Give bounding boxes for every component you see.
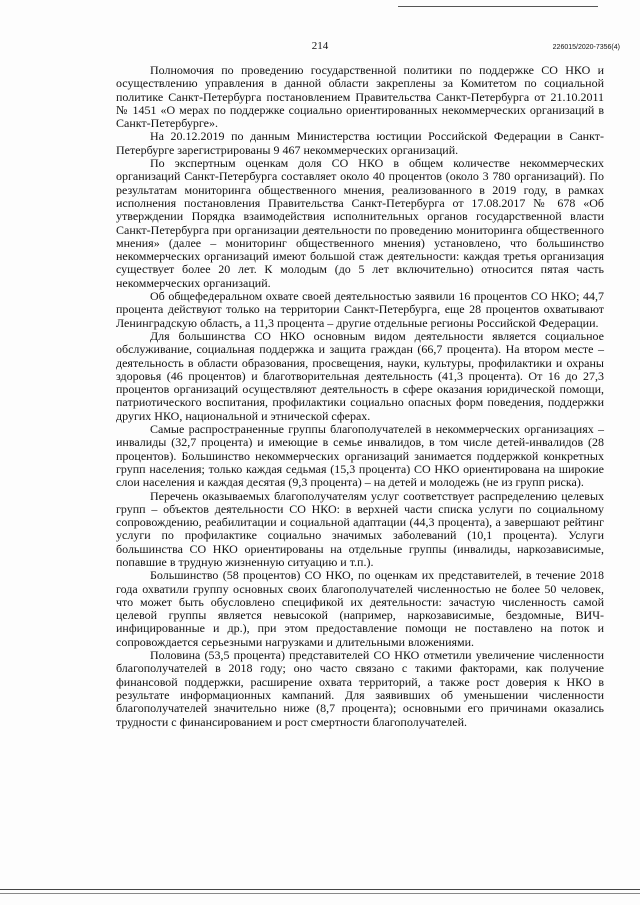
body-text xyxy=(116,64,604,729)
paragraph: Большинство (58 процентов) СО НКО, по оценкам их представителей, в течение 2018 года охватили группу основных своих благополучателей численностью не более 50 человек, что может быть обусловлено спецификой их деятельности: зачастую численность самой целевой группы является невысокой (например, наркозависимые, бездомные, ВИЧ-инфицированные и др.), при этом предоставление помощи не поставлено на поток и сопровождается серьезными нагрузками и длительными вложениями. xyxy=(116,568,604,649)
top-rule xyxy=(398,6,598,7)
document-code: 226015/2020-7356(4) xyxy=(552,44,620,51)
bottom-rule xyxy=(0,893,640,894)
paragraph: Перечень оказываемых благополучателям услуг соответствует распределению целевых групп – объектов деятельности СО НКО: в верхней части списка услуги по социальному сопровождению, реабилитации и социальной адаптации (44,3 процента), а завершают рейтинг услуги по профилактике социально значимых заболеваний (10,1 процента). Услуги большинства СО НКО ориентированы на отдельные группы (инвалиды, наркозависимые, попавшие в трудную жизненную ситуацию и т.п.). xyxy=(116,488,604,569)
paragraph: Полномочия по проведению государственной политики по поддержке СО НКО и осуществлению управления в данной области закреплены за Комитетом по социальной политике Санкт-Петербурга постановлением Правительства Санкт-Петербурга от 21.10.2011 № 1451 «О мерах по поддержке социально ориентированных некоммерческих организаций в Санкт-Петербурге». xyxy=(116,63,604,131)
page-number: 214 xyxy=(311,40,329,52)
paragraph: На 20.12.2019 по данным Министерства юстиции Российской Федерации в Санкт-Петербурге зарегистрированы 9 467 некоммерческих организаций. xyxy=(116,129,604,157)
paragraph: Для большинства СО НКО основным видом деятельности является социальное обслуживание, социальная поддержка и защита граждан (66,7 процента). На втором месте – деятельность в области образования, просвещения, науки, культуры, профилактики и охраны здоровья (46 процентов) и благотворительная деятельность (41,3 процента). От 16 до 27,3 процентов организаций осуществляют деятельность в сфере оказания юридической помощи, патриотического воспитания, профилактики социально опасных форм поведения, поддержки других НКО, национальной и этнической сферах. xyxy=(116,328,604,423)
paragraph: По экспертным оценкам доля СО НКО в общем количестве некоммерческих организаций Санкт-Петербурга составляет около 40 процентов (около 3 780 организаций). По результатам мониторинга общественного мнения, реализованного в 2019 году, в рамках исполнения постановления Правительства Санкт-Петербурга от 17.08.2017 № 678 «Об утверждении Порядка взаимодействия исполнительных органов государственной власти Санкт-Петербурга при организации деятельности по проведению мониторинга общественного мнения» (далее – мониторинг общественного мнения) установлено, что большинство некоммерческих организаций имеют большой стаж деятельности: каждая третья организация существует более 20 лет. К молодым (до 5 лет включительно) относится пятая часть некоммерческих организаций. xyxy=(116,156,604,290)
paragraph: Самые распространенные группы благополучателей в некоммерческих организациях – инвалиды (32,7 процента) и имеющие в семье инвалидов, в том числе детей-инвалидов (28 процентов). Большинство некоммерческих организаций занимается поддержкой конкретных групп населения; только каждая седьмая (15,3 процента) СО НКО ориентирована на широкие слои населения и каждая десятая (9,3 процента) – на детей и молодежь (не из групп риска). xyxy=(116,422,604,490)
paragraph: Об общефедеральном охвате своей деятельностью заявили 16 процентов СО НКО; 44,7 процента действуют только на территории Санкт-Петербурга, еще 28 процентов охватывают Ленинградскую область, а 11,3 процента – другие отдельные регионы Российской Федерации. xyxy=(116,289,604,330)
paragraph: Половина (53,5 процента) представителей СО НКО отметили увеличение численности благополучателей в 2018 году; оно часто связано с такими факторами, как получение финансовой поддержки, расширение охвата территорий, а также рост доверия к НКО в результате информационных кампаний. Для заявивших об уменьшении численности благополучателей значительно ниже (8,7 процента); основными его причинами оказались трудности с финансированием и рост смертности благополучателей. xyxy=(116,648,604,729)
bottom-rule xyxy=(0,889,640,890)
